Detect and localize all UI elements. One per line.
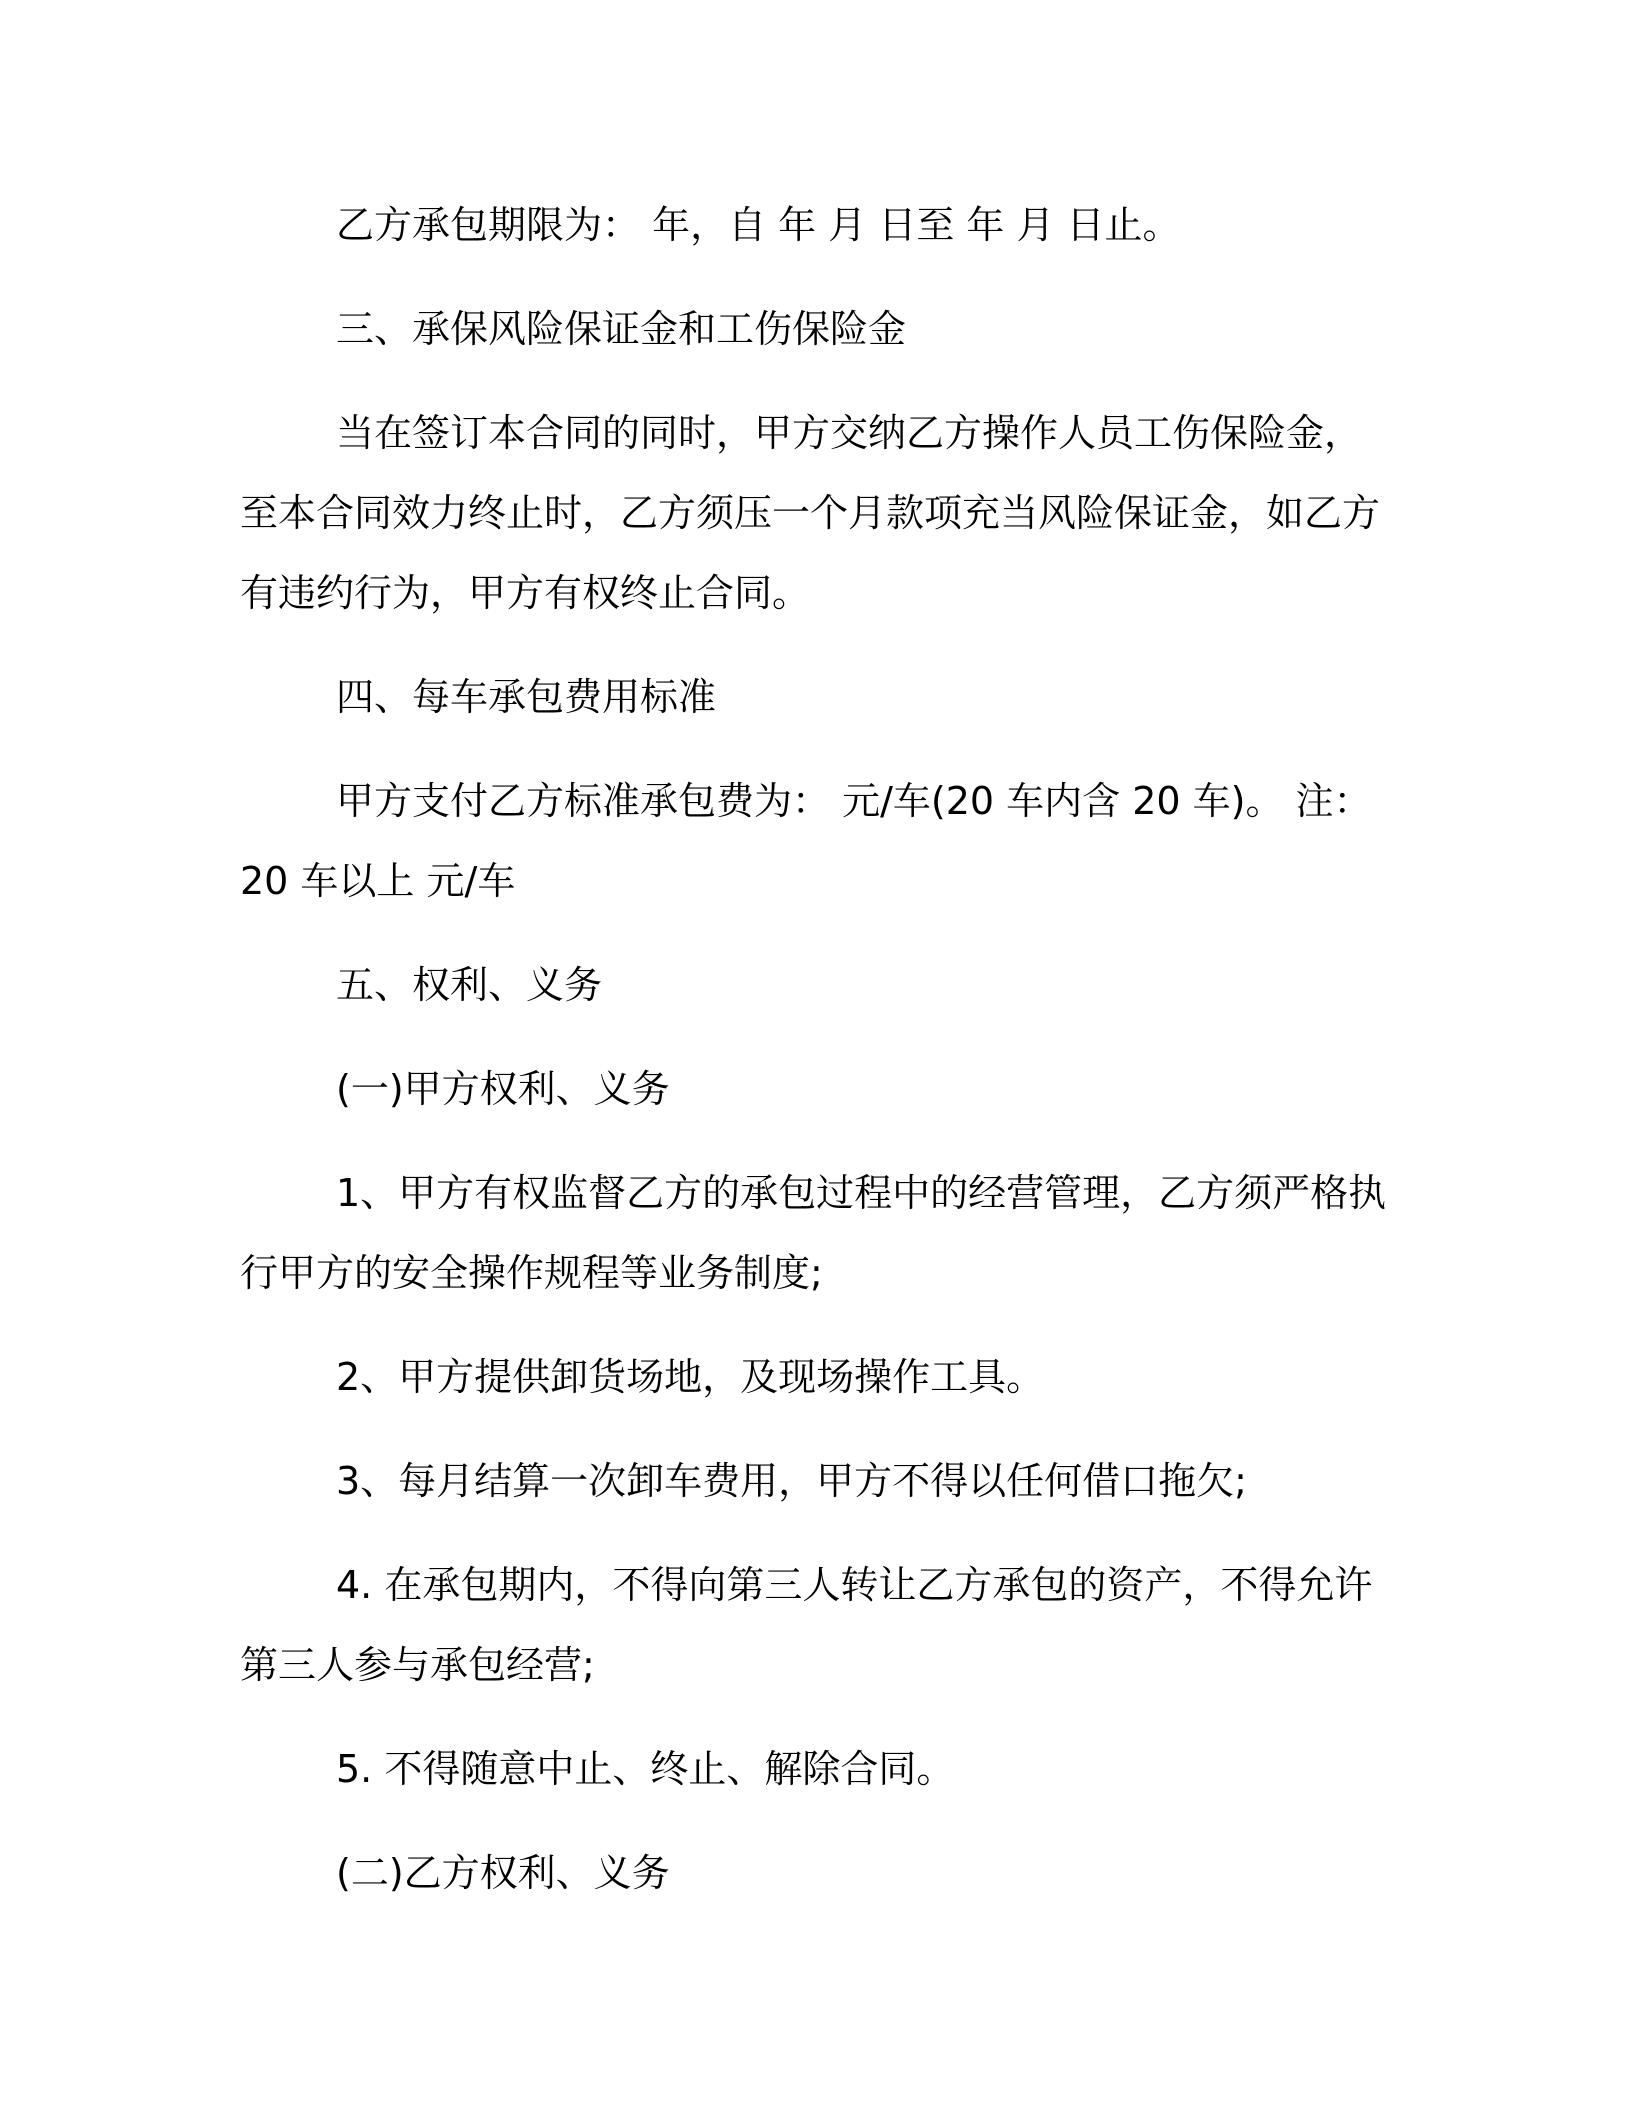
contract-term-paragraph: 乙方承包期限为： 年，自 年 月 日至 年 月 日止。 [336, 203, 1181, 247]
fee-paragraph: 甲方支付乙方标准承包费为： 元/车(20 车内含 20 车)。 注：20 车以上 元/车 [240, 779, 1372, 903]
subsection-heading-party-a: (一)甲方权利、义务 [336, 1067, 670, 1111]
party-a-item-2: 2、甲方提供卸货场地，及现场操作工具。 [336, 1355, 1045, 1399]
section-heading-deposit: 三、承保风险保证金和工伤保险金 [336, 307, 907, 351]
party-a-item-5: 5. 不得随意中止、终止、解除合同。 [336, 1747, 955, 1791]
party-a-item-1: 1、甲方有权监督乙方的承包过程中的经营管理，乙方须严格执行甲方的安全操作规程等业务制度; [240, 1171, 1387, 1295]
subsection-heading-party-b: (二)乙方权利、义务 [336, 1851, 670, 1895]
document-body [240, 185, 1390, 1937]
deposit-paragraph: 当在签订本合同的同时，甲方交纳乙方操作人员工伤保险金，至本合同效力终止时，乙方须压一个月款项充当风险保证金，如乙方有违约行为，甲方有权终止合同。 [240, 411, 1381, 615]
section-heading-rights: 五、权利、义务 [336, 963, 603, 1007]
section-heading-fee: 四、每车承包费用标准 [336, 675, 717, 719]
party-a-item-4: 4. 在承包期内，不得向第三人转让乙方承包的资产，不得允许第三人参与承包经营; [240, 1563, 1373, 1687]
party-a-item-3: 3、每月结算一次卸车费用，甲方不得以任何借口拖欠; [336, 1459, 1247, 1503]
